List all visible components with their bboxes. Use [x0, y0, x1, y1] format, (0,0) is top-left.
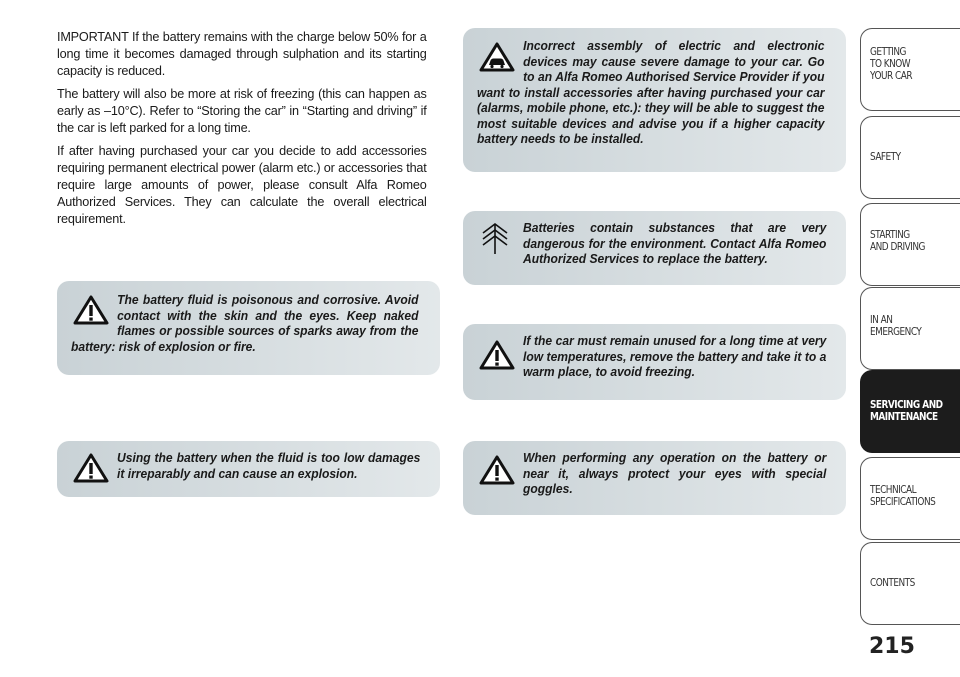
warning-text-low-fluid: Using the battery when the fluid is too low damages it irreparably and can cause an explosion.	[117, 451, 421, 481]
warning-box-assembly	[463, 28, 846, 172]
tab-label: CONTENTS	[870, 577, 915, 589]
environment-text: Batteries contain substances that are very dangerous for the environment. Contact Alfa Romeo Authorized Services to replace the battery.	[523, 221, 827, 266]
warning-text-goggles: When performing any operation on the battery or near it, always protect your eyes with special goggles.	[523, 451, 827, 496]
tab-technical-specifications[interactable]	[860, 457, 960, 540]
warning-box-cold	[463, 324, 846, 400]
environment-tree-icon	[477, 221, 513, 255]
tab-starting-and-driving[interactable]	[860, 203, 960, 286]
warning-triangle-icon	[479, 340, 515, 370]
intro-paragraph-1: IMPORTANT If the battery remains with the charge below 50% for a long time it becomes damaged through sulphation and its starting capacity is reduced.	[57, 29, 427, 78]
warning-triangle-icon	[73, 453, 109, 483]
tab-getting-to-know-your-car[interactable]	[860, 28, 960, 111]
intro-paragraph-2: The battery will also be more at risk of freezing (this can happen as early as –10°C). Refer to “Storing the car” in “Starting and driving” if the car is left parked for a long time.	[57, 86, 427, 135]
tab-label: GETTING TO KNOW YOUR CAR	[870, 46, 913, 82]
tab-label: STARTING AND DRIVING	[870, 229, 925, 253]
warning-text-assembly: Incorrect assembly of electric and electronic devices may cause severe damage to your car. Go to an Alfa Romeo Authorised Service Provider if you want to install accessories after having purchased your car (alarms, mobile phone, etc.): they will be able to suggest the most suitable devices and advise you if a higher capacity battery needs to be installed.	[477, 39, 825, 146]
environment-box	[463, 211, 846, 285]
tab-servicing-and-maintenance[interactable]	[860, 370, 960, 453]
tab-contents[interactable]	[860, 542, 960, 625]
tab-label: SAFETY	[870, 151, 901, 163]
tab-in-an-emergency[interactable]	[860, 287, 960, 370]
tab-label: TECHNICAL SPECIFICATIONS	[870, 484, 936, 508]
warning-text-battery-fluid: The battery fluid is poisonous and corrosive. Avoid contact with the skin and the eyes. Keep naked flames or possible sources of sparks away from the battery: risk of explosion or fire.	[71, 293, 419, 354]
warning-text-cold: If the car must remain unused for a long time at very low temperatures, remove the battery and take it to a warm place, to avoid freezing.	[523, 334, 827, 379]
tab-safety[interactable]	[860, 116, 960, 199]
warning-triangle-icon	[479, 455, 515, 485]
intro-text	[57, 28, 427, 233]
warning-box-low-fluid	[57, 441, 440, 497]
intro-paragraph-3: If after having purchased your car you decide to add accessories requiring permanent electrical power (alarm etc.) or accessories that require large amounts of power, please consult Alfa Romeo Authorized Services. They can calculate the overall electrical requirement.	[57, 143, 427, 226]
tab-label: IN AN EMERGENCY	[870, 314, 922, 338]
page-number: 215	[869, 634, 915, 659]
warning-box-goggles	[463, 441, 846, 515]
warning-box-battery-fluid	[57, 281, 440, 375]
tab-label: SERVICING AND MAINTENANCE	[870, 399, 943, 423]
